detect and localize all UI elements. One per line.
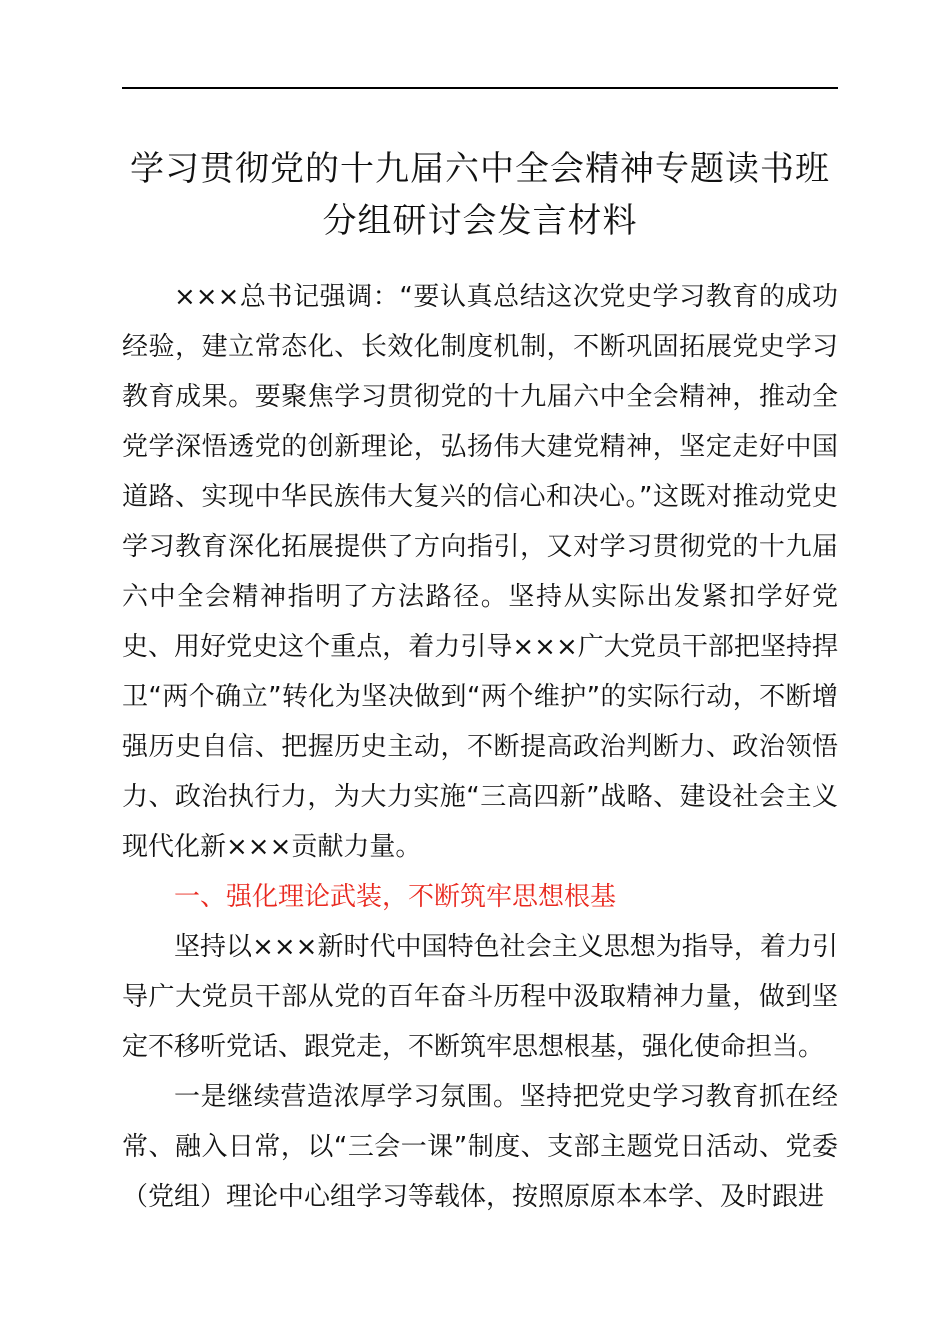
title-line-1: 学习贯彻党的十九届六中全会精神专题读书班 <box>130 149 830 189</box>
document-body <box>122 272 838 1222</box>
section-heading: 一、强化理论武装，不断筑牢思想根基 <box>174 882 617 912</box>
title-line-2: 分组研讨会发言材料 <box>322 201 638 241</box>
section-paragraph: 坚持以×××新时代中国特色社会主义思想为指导，着力引导广大党员干部从党的百年奋斗历程中汲取精神力量，做到坚定不移听党话、跟党走，不断筑牢思想根基，强化使命担当。 <box>122 932 838 1062</box>
header-rule <box>122 87 838 89</box>
point-paragraph: 一是继续营造浓厚学习氛围。坚持把党史学习教育抓在经常、融入日常，以“三会一课”制度、支部主题党日活动、党委（党组）理论中心组学习等载体，按照原原本本学、及时跟进 <box>122 1082 838 1212</box>
page-title <box>100 143 860 247</box>
intro-paragraph: ×××总书记强调：“要认真总结这次党史学习教育的成功经验，建立常态化、长效化制度机制，不断巩固拓展党史学习教育成果。要聚焦学习贯彻党的十九届六中全会精神，推动全党学深悟透党的创新理论，弘扬伟大建党精神，坚定走好中国道路、实现中华民族伟大复兴的信心和决心。”这既对推动党史学习教育深化拓展提供了方向指引，又对学习贯彻党的十九届六中全会精神指明了方法路径。坚持从实际出发紧扣学好党史、用好党史这个重点，着力引导×××广大党员干部把坚持捍卫“两个确立”转化为坚决做到“两个维护”的实际行动，不断增强历史自信、把握历史主动，不断提高政治判断力、政治领悟力、政治执行力，为大力实施“三高四新”战略、建设社会主义现代化新×××贡献力量。 <box>122 282 838 862</box>
